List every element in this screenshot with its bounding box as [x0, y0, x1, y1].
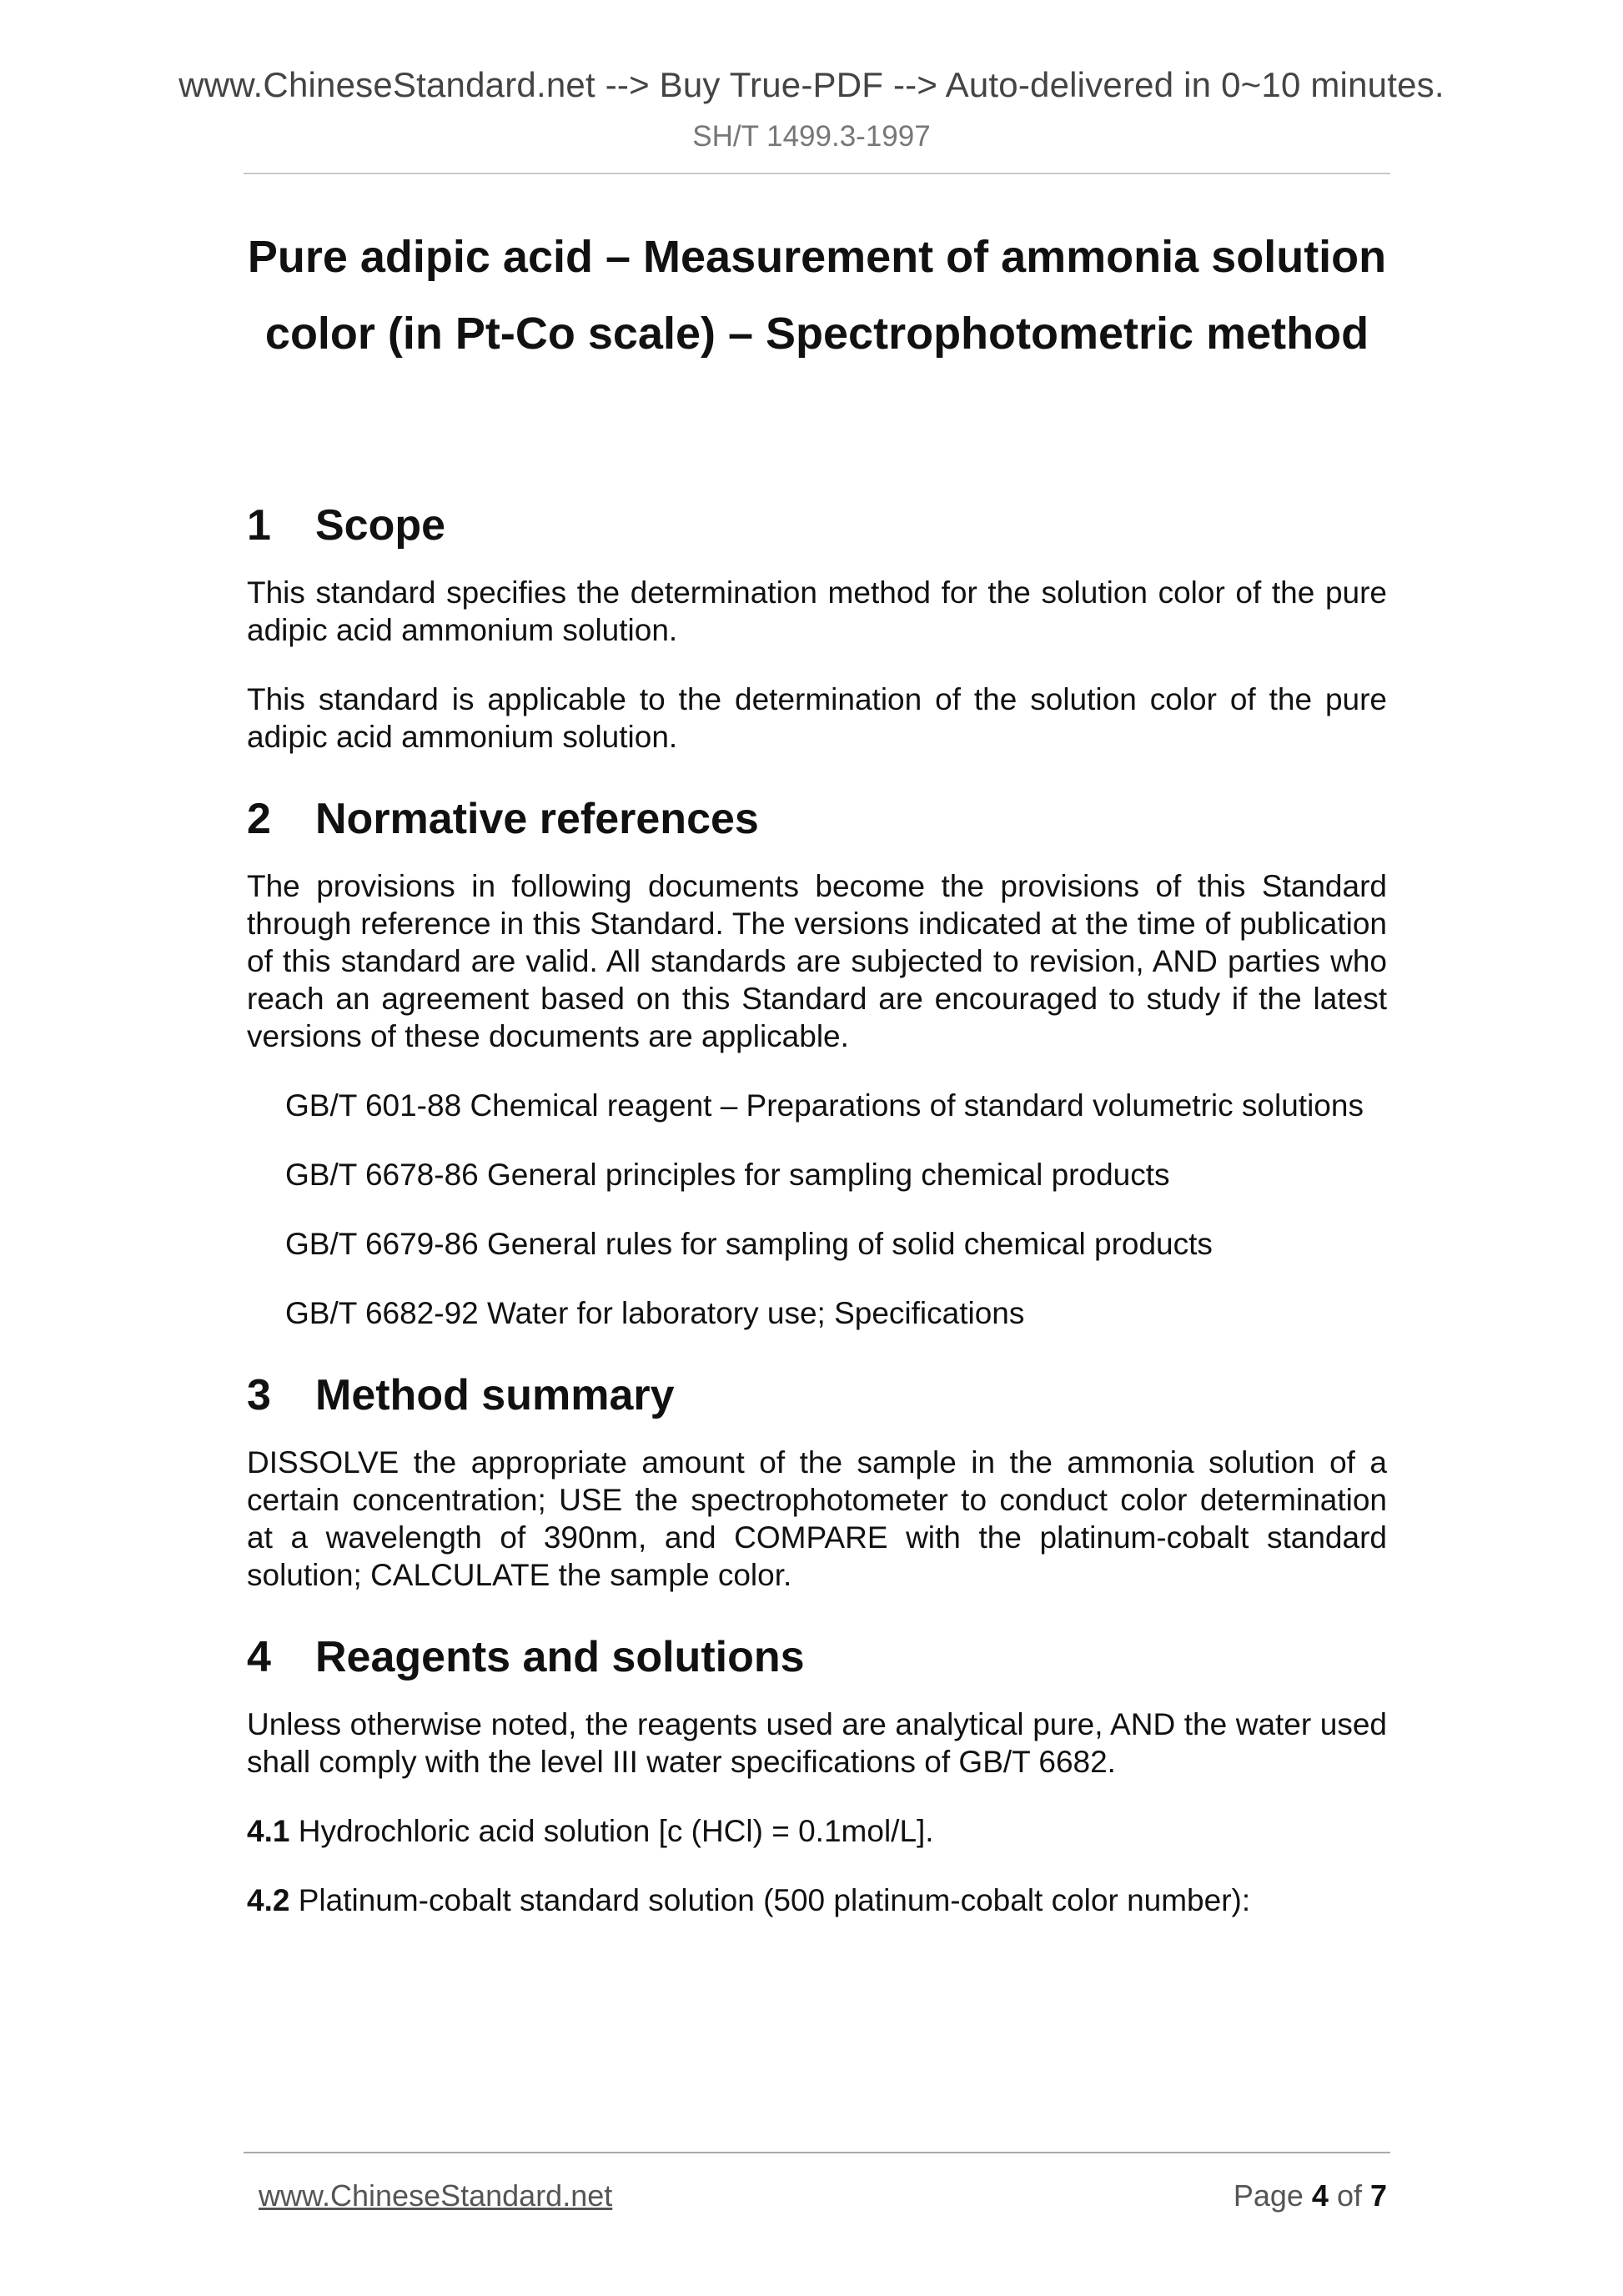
header-banner[interactable]: www.ChineseStandard.net --> Buy True-PDF --> Auto-delivered in 0~10 minutes. — [178, 65, 1445, 104]
document-id: SH/T 1499.3-1997 — [692, 120, 931, 153]
clause-text: Platinum-cobalt standard solution (500 platinum-cobalt color number): — [289, 1883, 1251, 1917]
paragraph: DISSOLVE the appropriate amount of the sample in the ammonia solution of a certain concentration; USE the spectrophotometer to conduct color determination at a wavelength of 390nm, and COMPARE with the platinum-cobalt standard solution; CALCULATE the sample color. — [247, 1445, 1387, 1592]
section-number: 2 — [247, 795, 271, 843]
document-body — [247, 495, 1387, 1919]
clause-4-1 — [247, 1812, 1387, 1850]
footer-divider — [244, 2152, 1390, 2153]
title-line-1: Pure adipic acid – Measurement of ammonia solution — [247, 232, 1387, 282]
clause-text: Hydrochloric acid solution [c (HCl) = 0.1mol/L]. — [289, 1814, 934, 1848]
page-label: Page — [1233, 2178, 1312, 2213]
section-number: 3 — [247, 1371, 271, 1419]
header-divider — [244, 173, 1390, 174]
clause-number: 4.1 — [247, 1814, 290, 1848]
section-title: Reagents and solutions — [315, 1633, 805, 1681]
clause-4-2 — [247, 1882, 1387, 1919]
section-heading-reagents — [247, 1627, 1387, 1687]
page-indicator — [1234, 2178, 1387, 2213]
paragraph: This standard specifies the determination method for the solution color of the pure adipic acid ammonium solution. — [247, 575, 1387, 647]
paragraph: Unless otherwise noted, the reagents used are analytical pure, AND the water used shall comply with the level III water specifications of GB/T 6682. — [247, 1707, 1387, 1779]
section-number: 4 — [247, 1633, 271, 1681]
footer-website-link[interactable]: www.ChineseStandard.net — [259, 2178, 613, 2213]
section-heading-scope — [247, 495, 1387, 555]
total-pages: 7 — [1369, 2178, 1387, 2213]
document-title — [244, 219, 1390, 372]
section-title: Method summary — [315, 1371, 675, 1419]
paragraph: This standard is applicable to the determination of the solution color of the pure adipic acid ammonium solution. — [247, 682, 1387, 754]
section-heading-method-summary — [247, 1365, 1387, 1425]
title-line-2: color (in Pt-Co scale) – Spectrophotometric method — [264, 309, 1369, 359]
clause-number: 4.2 — [247, 1883, 290, 1917]
reference-item: GB/T 601-88 Chemical reagent – Preparations of standard volumetric solutions — [285, 1088, 1364, 1123]
section-heading-normative-references — [247, 789, 1387, 849]
current-page-number: 4 — [1311, 2178, 1329, 2213]
section-title: Scope — [315, 501, 446, 550]
section-title: Normative references — [315, 795, 759, 843]
reference-item: GB/T 6682-92 Water for laboratory use; Specifications — [285, 1296, 1025, 1330]
section-number: 1 — [247, 501, 271, 550]
reference-item: GB/T 6679-86 General rules for sampling of solid chemical products — [285, 1227, 1213, 1261]
paragraph: The provisions in following documents become the provisions of this Standard through reference in this Standard. The versions indicated at the time of publication of this standard are valid. All standards are subjected to revision, AND parties who reach an agreement based on this Standard are encouraged to study if the latest versions of these documents are applicable. — [247, 869, 1387, 1053]
of-label: of — [1328, 2178, 1370, 2213]
reference-item: GB/T 6678-86 General principles for sampling chemical products — [285, 1158, 1170, 1192]
